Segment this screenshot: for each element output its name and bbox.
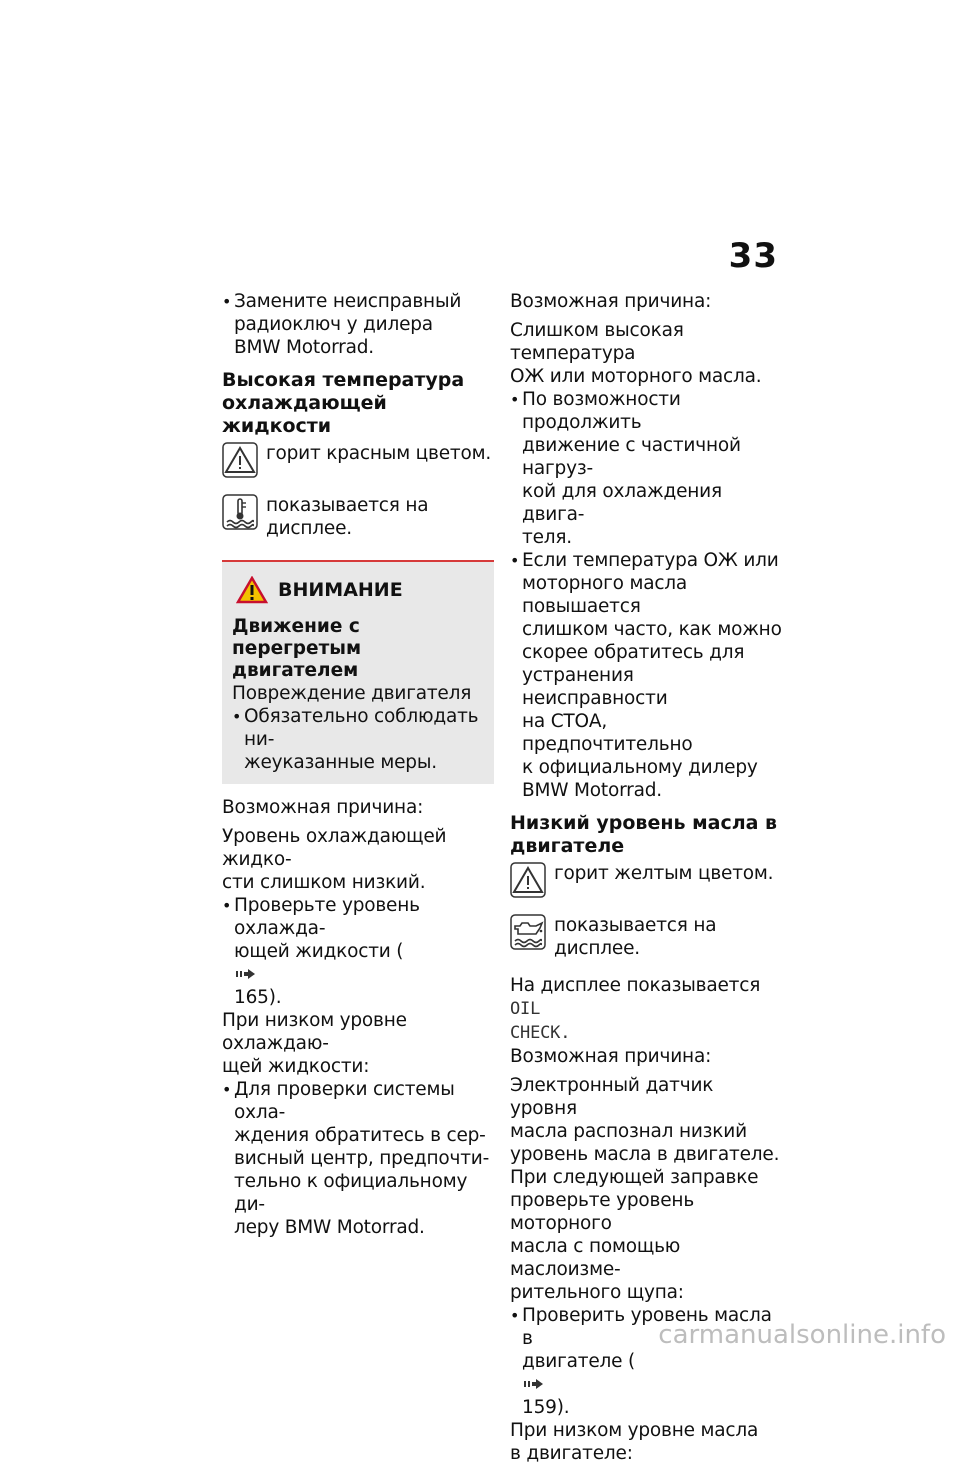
list-item: • Обязательно соблюдать ни- жеуказанные меры. — [232, 706, 479, 773]
indicator-text: горит красным цветом. — [266, 443, 492, 464]
list-item: • Если температура ОЖ или моторного масла повышается слишком часто, как можно скорее обратитесь для устранения неисправности на СТОА, предпочтительно к официальному дилеру BMW Motorrad. — [510, 550, 782, 801]
warning-triangle-icon — [222, 442, 258, 478]
list-item: • Проверьте уровень охлажда- ющей жидкости ( 165). — [222, 895, 420, 1008]
warning-text: Повреждение двигателя — [232, 683, 472, 704]
refuel-text: При следующей заправке проверьте уровень моторного масла с помощью маслоизме- рительного щупа: — [510, 1167, 759, 1303]
indicator-row — [510, 914, 782, 960]
warning-triangle-icon — [510, 862, 546, 898]
page-number: 33 — [728, 236, 778, 276]
left-column — [222, 290, 494, 1239]
indicator-row — [222, 442, 494, 478]
bullet-icon: • — [222, 896, 232, 915]
list-item: • Замените неисправный радиоключ у дилера BMW Motorrad. — [222, 291, 462, 358]
indicator-text: показывается на дисплее. — [554, 915, 717, 959]
cause-text: Слишком высокая температура ОЖ или моторного масла. — [510, 320, 762, 387]
cause-label: Возможная причина: — [510, 291, 712, 312]
list-item: • По возможности продолжить движение с частичной нагруз- кой для охлаждения двига- теля. — [510, 389, 741, 548]
cause-label: Возможная причина: — [510, 1046, 712, 1067]
warning-subtitle: Движение с перегретым двигателем — [232, 616, 362, 681]
warning-label: ВНИМАНИЕ — [278, 579, 403, 601]
cause-text: Электронный датчик уровня масла распознал низкий уровень масла в двигателе. — [510, 1075, 780, 1165]
watermark: carmanualsonline.info — [658, 1320, 946, 1350]
reference-arrow-icon — [522, 1378, 544, 1390]
bullet-icon: • — [510, 1306, 520, 1325]
indicator-text: горит желтым цветом. — [554, 863, 774, 884]
bullet-icon: • — [510, 390, 520, 409]
reference-arrow-icon — [234, 968, 256, 980]
low-level-text: При низком уровне охлаждаю- щей жидкости: — [222, 1010, 407, 1077]
cause-label: Возможная причина: — [222, 797, 424, 818]
display-code: OIL — [510, 999, 541, 1019]
indicator-text: показывается на дисплее. — [266, 495, 429, 539]
section-heading: Высокая температура охлаждающей жидкости — [222, 369, 465, 437]
warning-title — [236, 576, 484, 604]
bullet-icon: • — [222, 1080, 232, 1099]
section-heading: Низкий уровень масла в двигателе — [510, 812, 778, 857]
display-text: На дисплее показывается OIL CHECK. — [510, 975, 761, 1043]
bullet-icon: • — [222, 292, 232, 311]
low-level-text: При низком уровне масла в двигателе: — [510, 1420, 759, 1464]
cause-text: Уровень охлаждающей жидко- сти слишком низкий. — [222, 826, 447, 893]
bullet-icon: • — [510, 551, 520, 570]
coolant-temperature-icon — [222, 494, 258, 530]
list-item: • Проверить уровень масла в двигателе ( 159). — [510, 1305, 772, 1418]
indicator-row — [510, 862, 782, 898]
list-item: • Для проверки системы охла- ждения обратитесь в сер- висный центр, предпочти- тельно к официальному ди- леру BMW Motorrad. — [222, 1079, 490, 1238]
bullet-icon: • — [232, 707, 242, 726]
oil-can-icon — [510, 914, 546, 950]
right-column — [510, 290, 782, 1465]
display-code: CHECK — [510, 1023, 561, 1043]
warning-icon — [236, 576, 268, 604]
warning-box — [222, 560, 494, 784]
indicator-row — [222, 494, 494, 540]
